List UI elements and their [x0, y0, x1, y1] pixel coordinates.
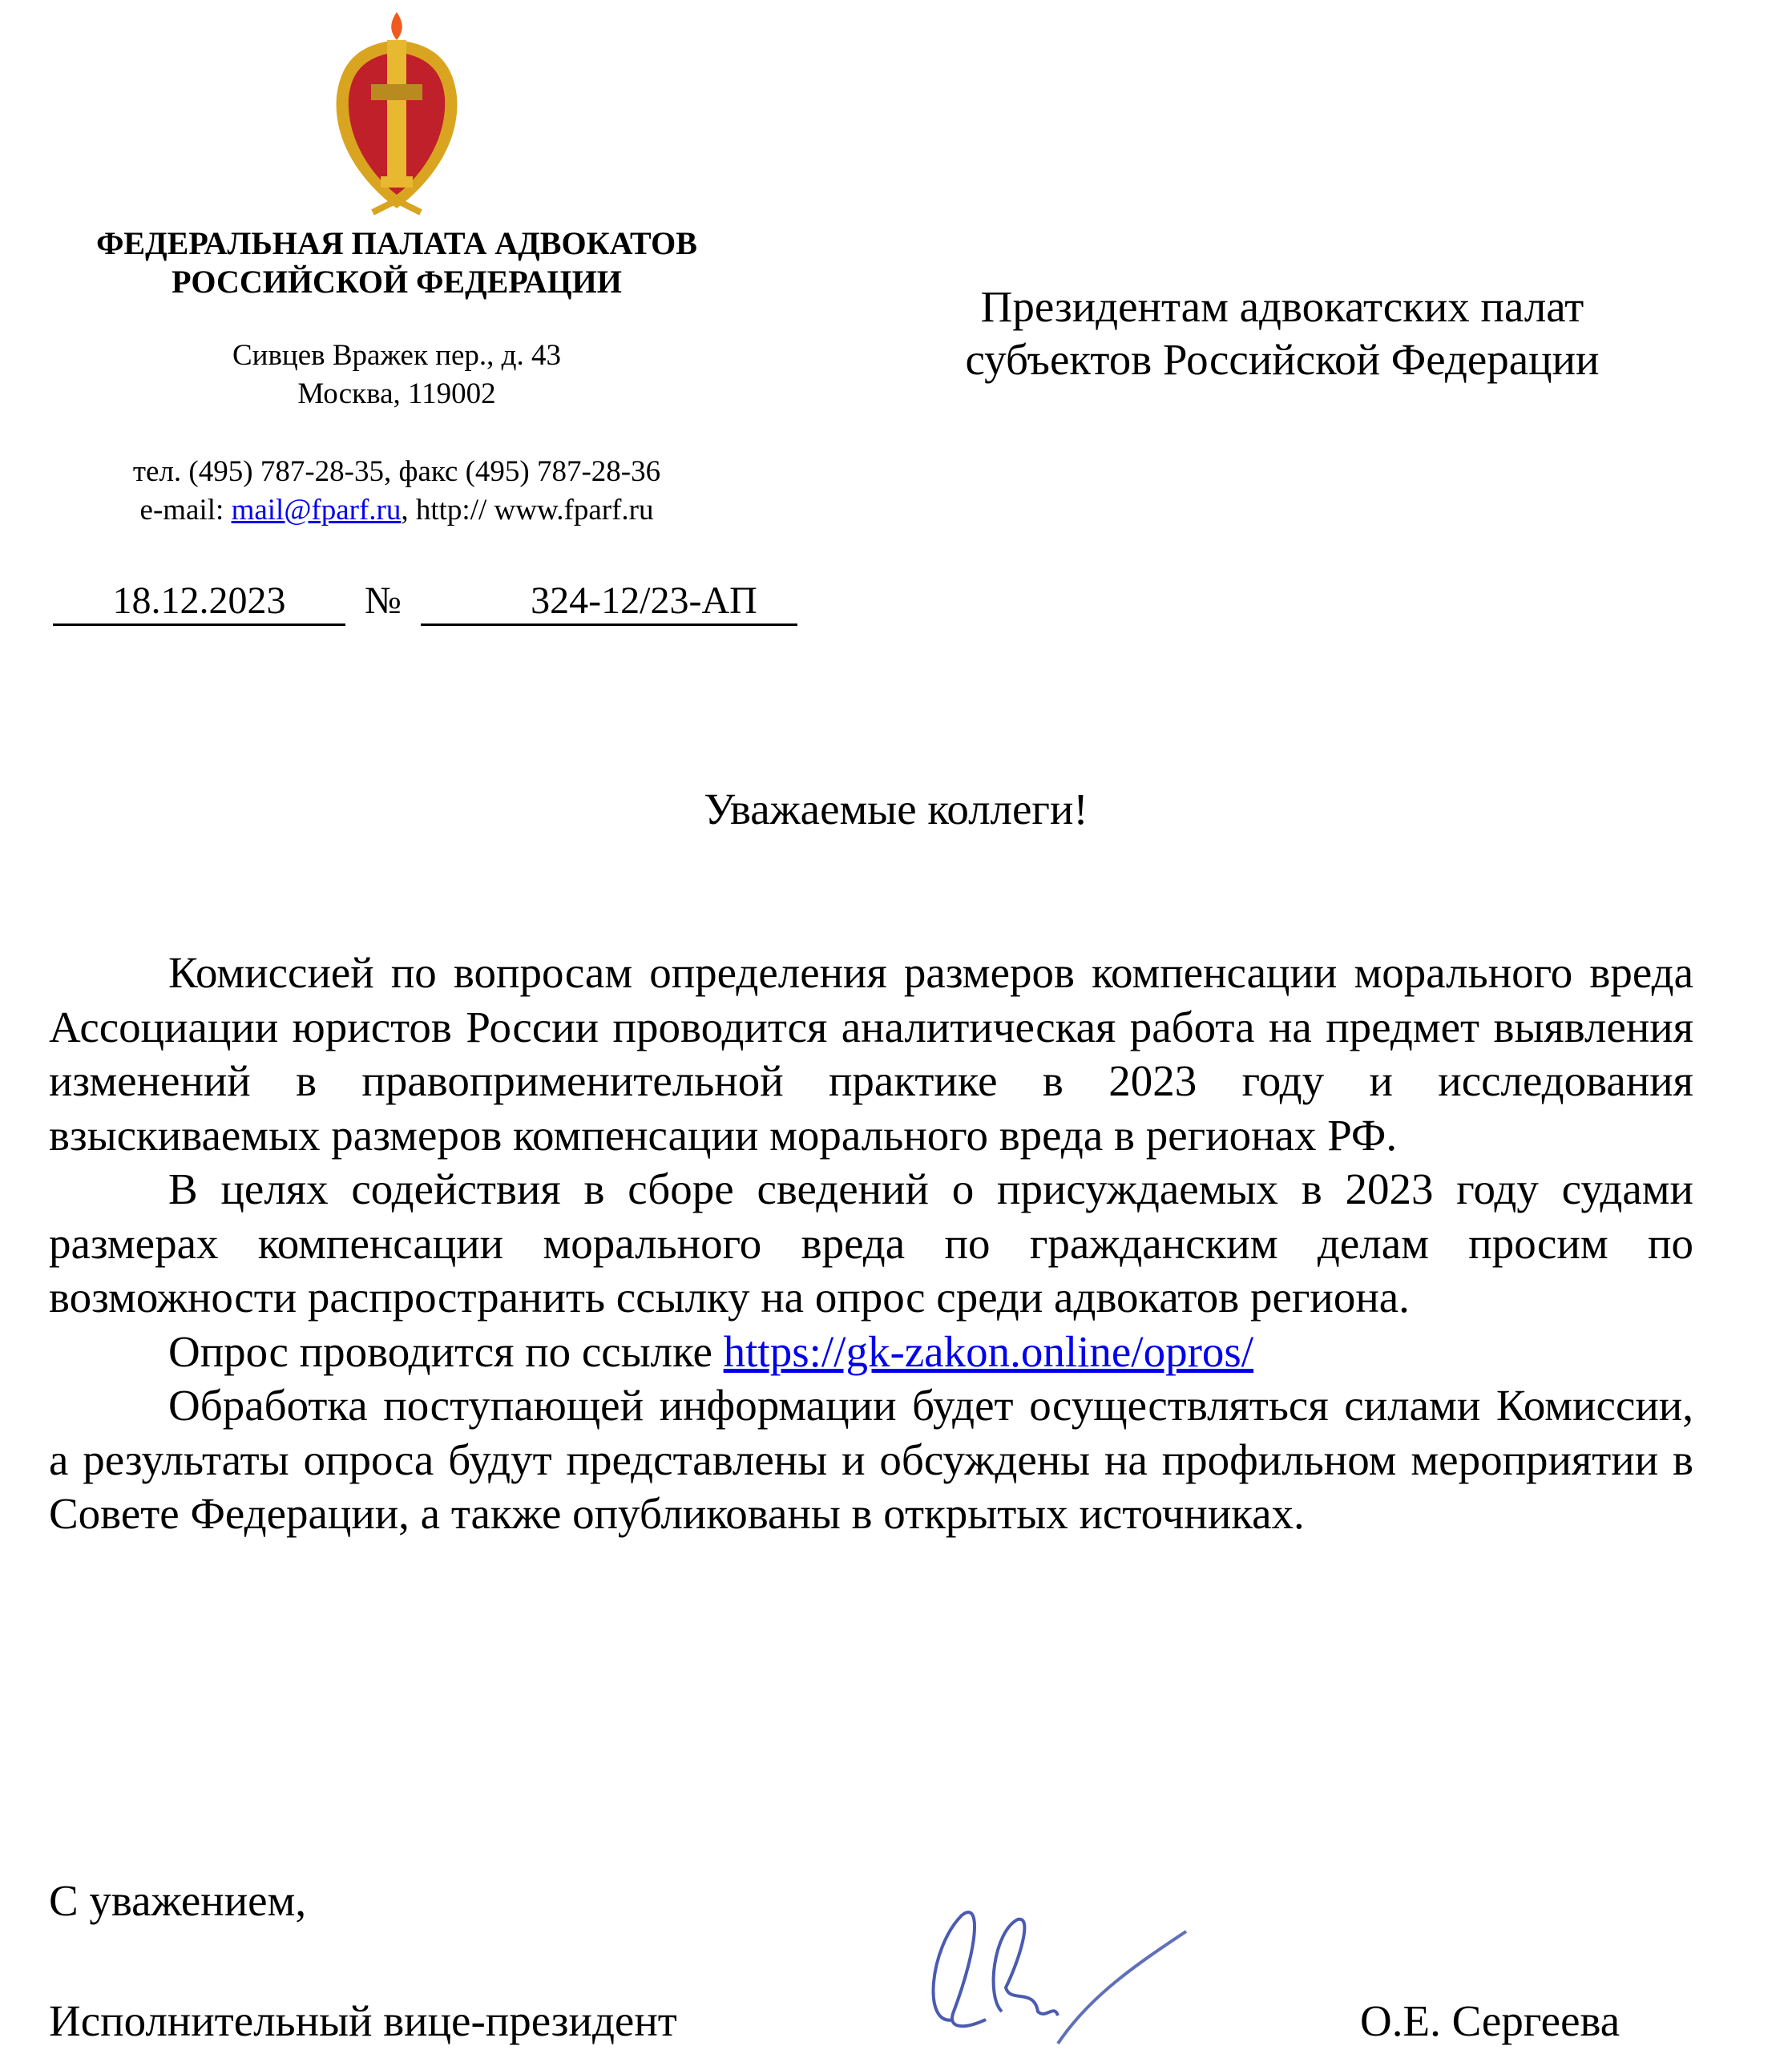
org-line-2: РОССИЙСКОЙ ФЕДЕРАЦИИ	[172, 264, 622, 300]
paragraph-2: В целях содействия в сборе сведений о присуждаемых в 2023 году судами размерах компенсации морального вреда по гражданским делам просим по возможности распространить ссылку на опрос среди адвокатов региона.	[49, 1164, 1693, 1322]
email-website	[48, 491, 745, 530]
organization-name	[48, 224, 745, 301]
signer-position: Исполнительный вице-президент	[49, 1996, 677, 2045]
letter-date: 18.12.2023	[53, 579, 345, 626]
address-line-2: Москва, 119002	[297, 377, 496, 410]
addressee	[906, 280, 1659, 386]
phone-fax: тел. (495) 787-28-35, факс (495) 787-28-36	[132, 455, 661, 488]
paragraph-3	[49, 1325, 1693, 1379]
org-line-1: ФЕДЕРАЛЬНАЯ ПАЛАТА АДВОКАТОВ	[96, 225, 697, 261]
contacts	[48, 453, 745, 530]
greeting: Уважаемые коллеги!	[704, 785, 1088, 833]
survey-link[interactable]: https://gk-zakon.online/opros/	[723, 1326, 1254, 1376]
website: , http:// www.fparf.ru	[401, 494, 654, 527]
survey-text: Опрос проводится по ссылке	[168, 1326, 724, 1376]
registration-line	[53, 579, 797, 626]
paragraph-4: Обработка поступающей информации будет осуществляться силами Комиссии, а результаты опроса будут представлены и обсуждены на профильном мероприятии в Совете Федерации, а также опубликованы в открытых источниках.	[49, 1381, 1693, 1538]
signer-name: О.Е. Сергеева	[1360, 1996, 1620, 2045]
paragraph-1: Комиссией по вопросам определения размеров компенсации морального вреда Ассоциации юристов России проводится аналитическая работа на предмет выявления изменений в правоприменительной практике в 2023 году и исследования взыскиваемых размеров компенсации морального вреда в регионах РФ.	[49, 948, 1693, 1160]
letter-number: 324-12/23-АП	[421, 579, 797, 626]
postal-address	[48, 337, 745, 414]
address-line-1: Сивцев Вражек пер., д. 43	[232, 339, 562, 372]
signature-icon	[906, 1899, 1226, 2050]
emblem-logo	[325, 8, 469, 224]
addressee-line-1: Президентам адвокатских палат	[980, 282, 1584, 331]
addressee-line-2: субъектов Российской Федерации	[965, 335, 1600, 384]
number-sign: №	[365, 579, 402, 622]
email-label: e-mail:	[139, 494, 232, 527]
email-link[interactable]: mail@fparf.ru	[231, 494, 402, 527]
closing: С уважением,	[49, 1876, 307, 1925]
letter-body	[49, 946, 1693, 1541]
